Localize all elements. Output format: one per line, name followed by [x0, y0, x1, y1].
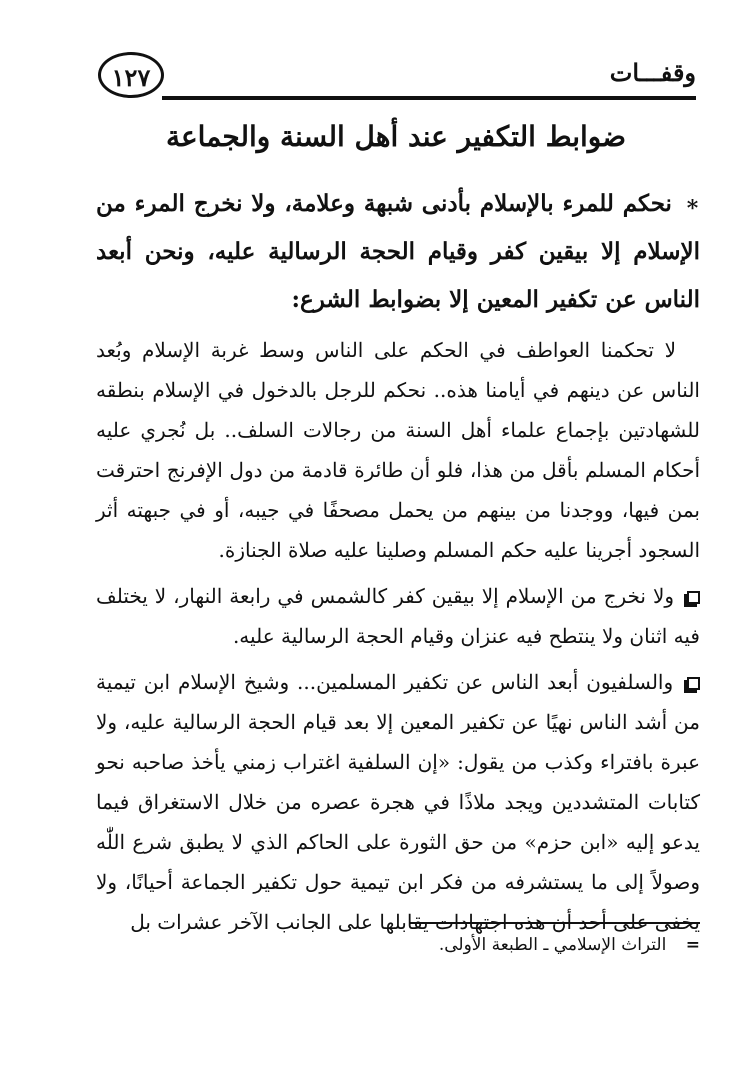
lead-text: نحكم للمرء بالإسلام بأدنى شبهة وعلامة، ولا نخرج المرء من الإسلام إلا بيقين كفر وقيام الحجة الرسالية عليه، ونحن أبعد الناس عن تكفير المعين إلا بضوابط الشرع: — [96, 190, 700, 313]
paragraph-text: ولا نخرج من الإسلام إلا بيقين كفر كالشمس في رابعة النهار، لا يختلف فيه اثنان ولا ينتطح فيه عنزان وقيام الحجة الرسالية عليه. — [96, 584, 700, 648]
running-title: وقفـــات — [609, 58, 696, 87]
page-number: ١٢٧ — [98, 52, 164, 98]
chapter-title: ضوابط التكفير عند أهل السنة والجماعة — [165, 120, 627, 153]
paragraph — [96, 330, 700, 570]
paragraph-text: لا تحكمنا العواطف في الحكم على الناس وسط غربة الإسلام وبُعد الناس عن دينهم في أيامنا هذه.. نحكم للرجل بالدخول في الإسلام بنطقه للشهادتين بإجماع علماء أهل السنة من رجالات السلف.. بل نُجري عليه أحكام المسلم بأقل من هذا، فلو أن طائرة قادمة من دول الإفرنج احترقت بمن فيها، ووجدنا من بينهم من يحمل مصحفًا في جيبه، أو في جبهته أثر السجود أجرينا عليه حكم المسلم وصلينا عليه صلاة الجنازة. — [96, 338, 700, 562]
square-bullet-icon — [687, 677, 700, 690]
lead-paragraph — [96, 180, 700, 324]
bullet-paragraph — [96, 576, 700, 656]
footnote-text: التراث الإسلامي ـ الطبعة الأولى. — [438, 935, 667, 955]
bullet-paragraph — [96, 662, 700, 942]
page-header — [96, 52, 696, 112]
footnote-rule — [410, 922, 700, 924]
page-body — [96, 180, 700, 942]
footnote-marker: = — [685, 935, 700, 955]
header-rule — [162, 96, 696, 100]
footnote — [96, 930, 700, 960]
paragraph-text: والسلفيون أبعد الناس عن تكفير المسلمين... وشيخ الإسلام ابن تيمية من أشد الناس نهيًا عن تكفير المعين إلا بعد قيام الحجة الرسالية عليه، ولا عبرة بافتراء وكذب من يقول: «إن السلفية اغتراب زمني يأخذ صاحبه نحو كتابات المتشددين ويجد ملاذًا في هجرة عصره من خلال الاستغراق فيما يدعو إليه «ابن حزم» من حق الثورة على الحاكم الذي لا يطبق شرع اللّٰه وصولاً إلى ما يستشرفه من فكر ابن تيمية حول تكفير الجماعة أحيانًا، ولا يخفى على أحد أن هذه اجتهادات يقابلها على الجانب الآخر عشرات بل — [96, 670, 700, 934]
square-bullet-icon — [687, 591, 700, 604]
star-marker: ∗ — [684, 191, 701, 217]
